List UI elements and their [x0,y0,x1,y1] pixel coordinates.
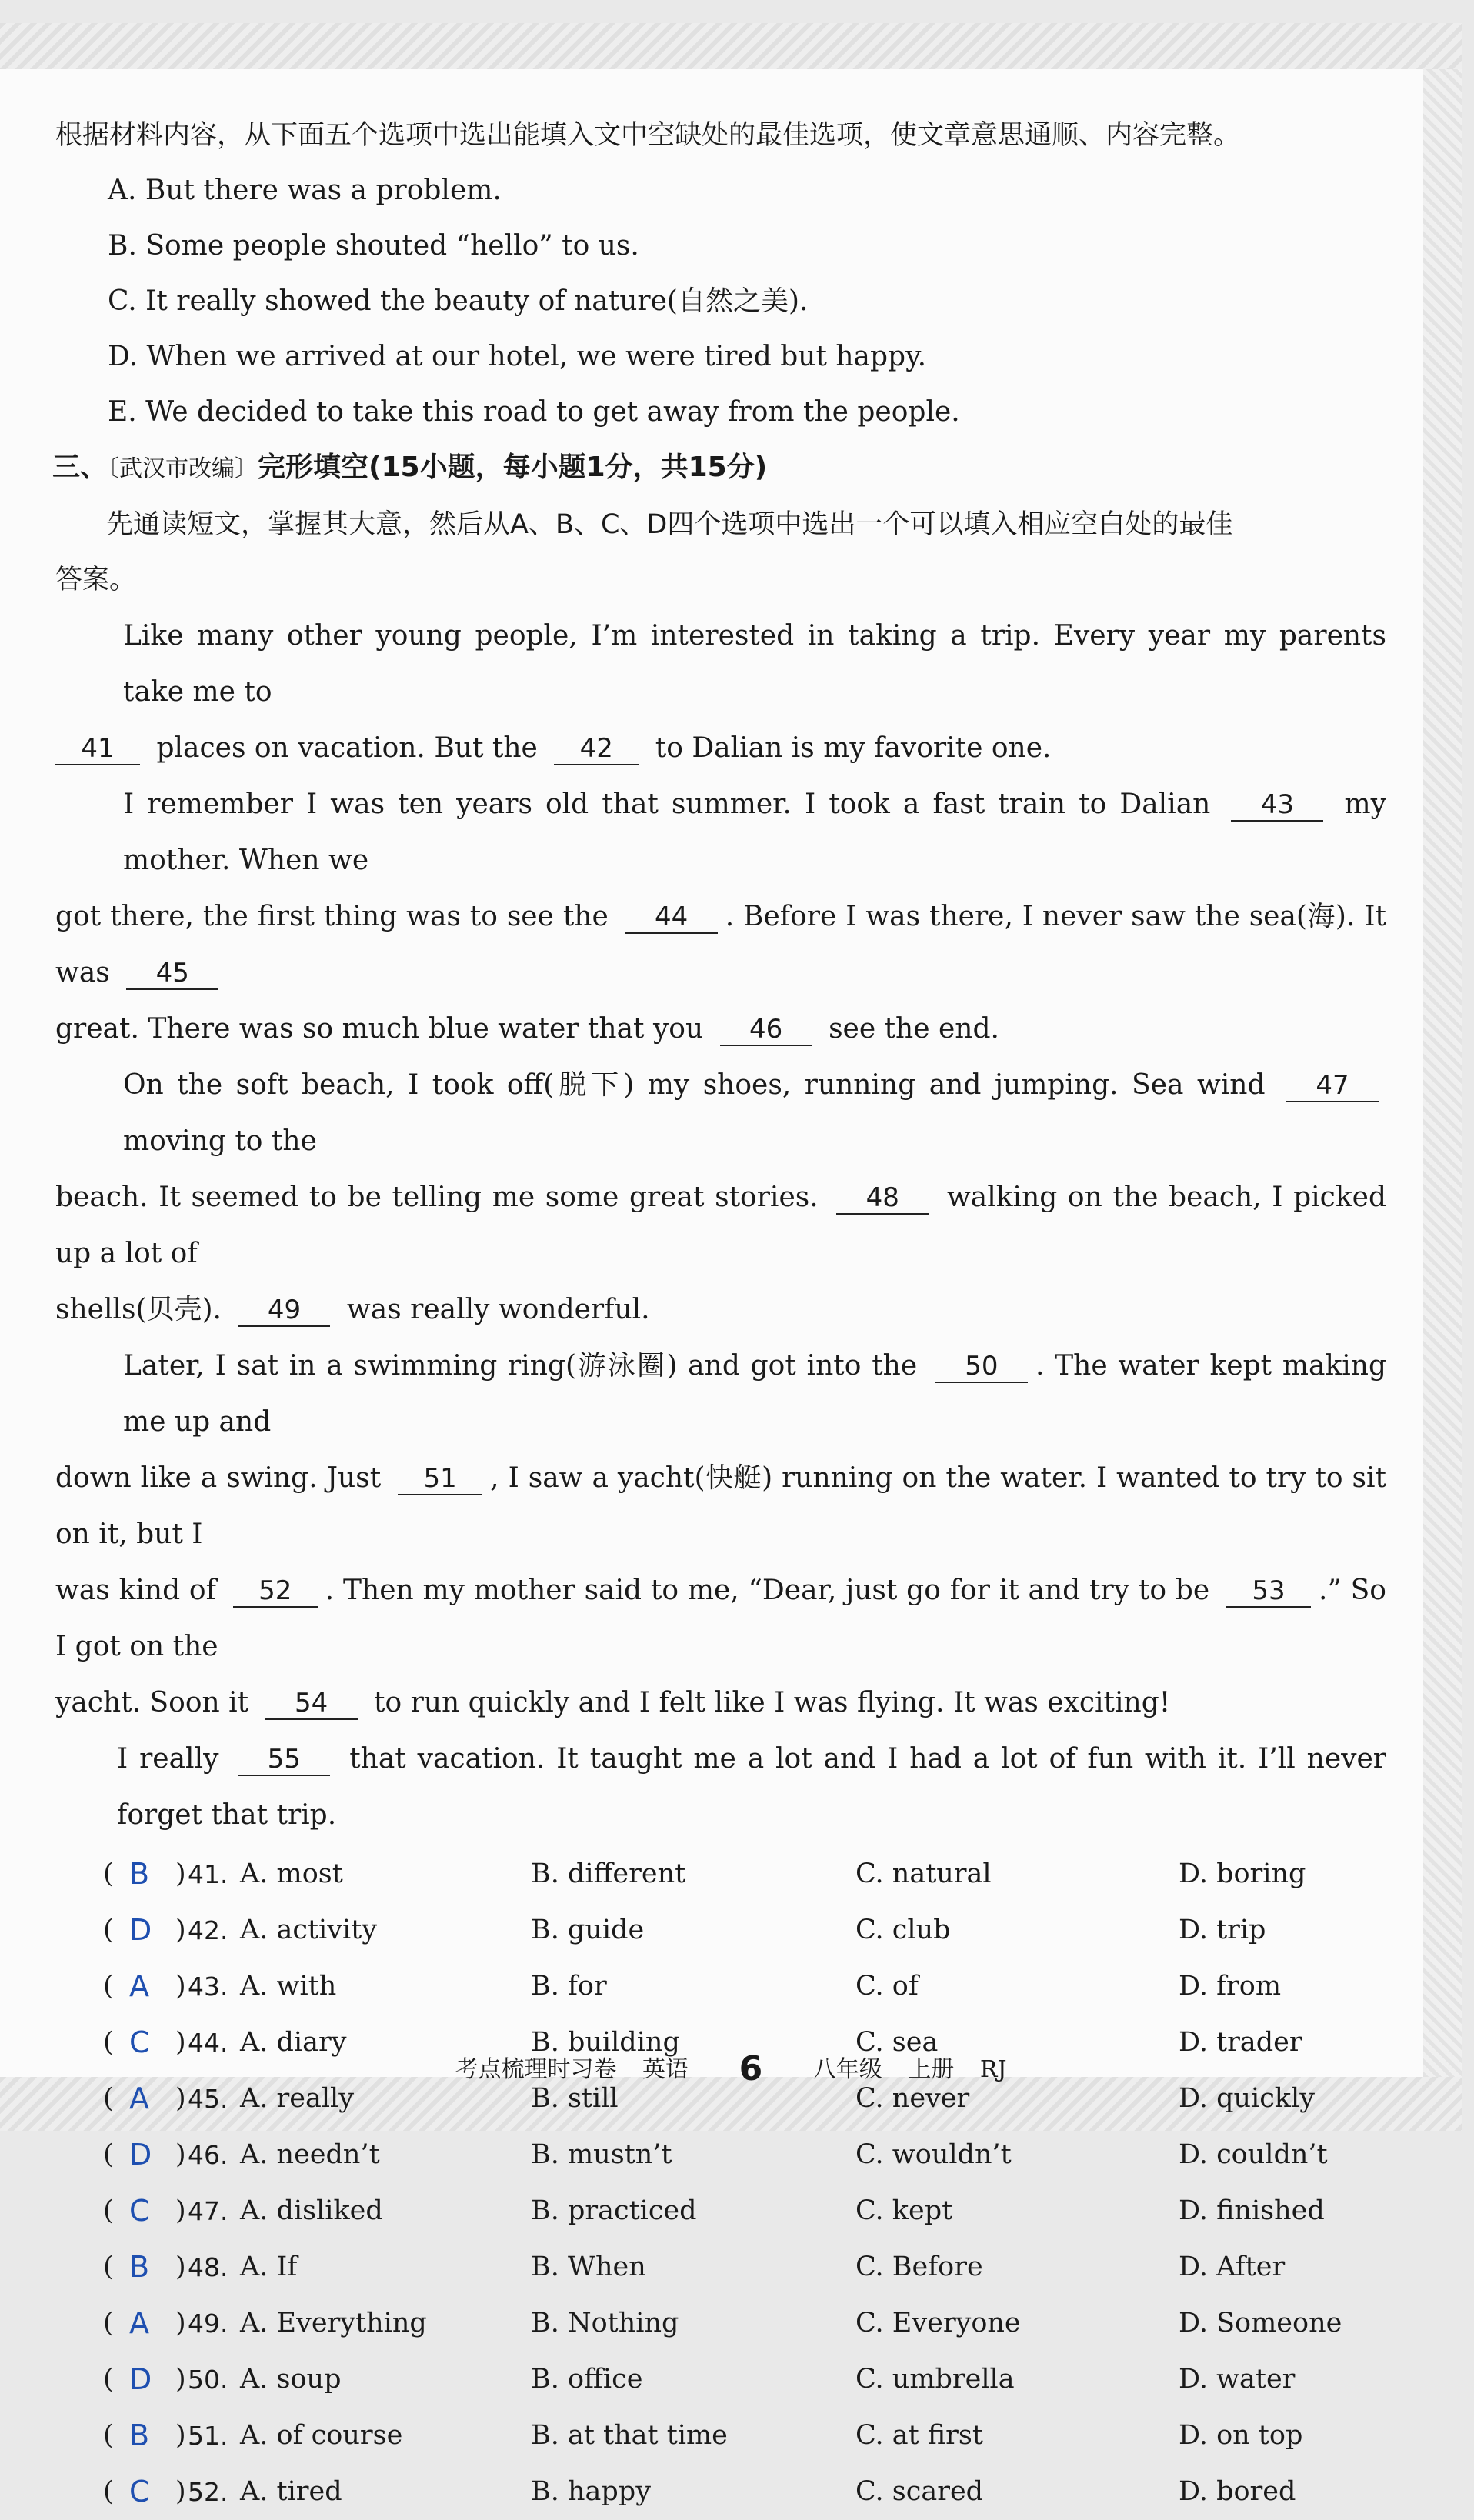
option-d: D. When we arrived at our hotel, we were tired but happy. [108,341,927,372]
choice-b: B. still [531,2083,619,2114]
question-number: 49. [188,2308,228,2338]
question-row [55,1902,1386,1958]
question-row [55,2127,1386,2183]
paren-close: ) [175,1915,186,1945]
question-row [55,1958,1386,2015]
passage-line: Like many other young people, I’m interested in taking a trip. Every year my parents take me to [123,620,1386,708]
choice-c: C. wouldn’t [855,2139,1012,2170]
footer-subject: 英语 [642,2056,689,2083]
blank-48: 48 [836,1182,929,1215]
passage-line: I really 55 that vacation. It taught me a lot and I had a lot of fun with it. I’ll never forget that trip. [117,1743,1387,1831]
paren-open: ( [103,1915,114,1945]
paren-close: ) [175,2252,186,2282]
option-b: B. Some people shouted “hello” to us. [108,230,639,262]
footer-volume: 上册 [908,2056,955,2083]
page-content [52,108,1387,2520]
answer-letter: B [129,2418,150,2452]
question-number: 42. [188,1915,228,1945]
passage-line: got there, the first thing was to see the 44 . Before I was there, I never saw the sea(海). It was 45 [55,901,1386,988]
paren-close: ) [175,2027,186,2058]
choice-c: C. never [855,2083,970,2114]
choice-b: B. for [531,1971,607,2002]
paren-close: ) [175,2195,186,2226]
decorative-border-right [1423,69,1462,2077]
paren-open: ( [103,2083,114,2114]
blank-47: 47 [1286,1070,1379,1102]
choice-c: C. sea [855,2027,939,2058]
paren-open: ( [103,2476,114,2507]
blank-49: 49 [238,1295,330,1327]
choice-a: A. If [240,2252,298,2282]
page-footer [0,2046,1462,2093]
choice-d: D. quickly [1179,2083,1315,2114]
blank-45: 45 [126,958,218,990]
section-title: 完形填空(15小题，每小题1分，共15分) [258,452,768,483]
passage-line: down like a swing. Just 51 , I saw a yacht(快艇) running on the water. I wanted to try to sit on it, but I [55,1462,1387,1550]
cloze-instruction-2: 答案。 [55,565,137,595]
answer-letter: B [129,1857,150,1891]
choice-a: A. soup [240,2364,342,2395]
paren-open: ( [103,1971,114,2002]
passage-line: shells(贝壳). 49 was really wonderful. [55,1294,650,1325]
answer-letter: A [129,1969,149,2003]
blank-41: 41 [55,733,140,765]
question-number: 41. [188,1859,228,1889]
blank-42: 42 [554,733,639,765]
question-number: 46. [188,2140,228,2170]
choice-d: D. boring [1179,1858,1306,1889]
paren-close: ) [175,2364,186,2395]
choice-a: A. disliked [240,2195,383,2226]
answer-letter: B [129,2250,150,2284]
choice-b: B. at that time [531,2420,728,2451]
cloze-passage [55,608,1386,1843]
footer-grade: 八年级 [812,2056,882,2083]
choice-a: A. with [240,1971,337,2002]
section-heading [52,440,1386,497]
blank-51: 51 [398,1463,482,1495]
choice-a: A. needn’t [240,2139,380,2170]
paren-close: ) [175,1858,186,1889]
question-number: 47. [188,2196,228,2226]
choice-a: A. activity [240,1915,378,1945]
blank-43: 43 [1231,789,1323,822]
paren-open: ( [103,2027,114,2058]
answer-letter: C [129,2475,150,2508]
choice-c: C. club [855,1915,951,1945]
choice-c: C. at first [855,2420,983,2451]
choice-b: B. practiced [531,2195,697,2226]
question-row [55,1846,1386,1902]
passage-line: On the soft beach, I took off(脱下) my shoes, running and jumping. Sea wind 47 moving to the [55,1057,1386,1169]
footer-edition: RJ [979,2056,1007,2083]
passage-line: beach. It seemed to be telling me some great stories. 48 walking on the beach, I picked up a lot of [55,1182,1386,1269]
choice-d: D. trader [1179,2027,1302,2058]
passage-line: I remember I was ten years old that summer. I took a fast train to Dalian 43 my mother. When we [123,788,1386,876]
option-c: C. It really showed the beauty of nature(自然之美). [108,285,809,317]
question-list [55,1846,1386,2520]
question-number: 52. [188,2477,228,2507]
passage-line: 41 places on vacation. But the 42 to Dalian is my favorite one. [55,720,1386,776]
blank-46: 46 [720,1014,812,1046]
passage-line: Later, I sat in a swimming ring(游泳圈) and got into the 50 . The water kept making me up and [123,1350,1387,1438]
paren-open: ( [103,2420,114,2451]
section-source: 〔武汉市改编〕 [108,455,258,482]
choice-c: C. kept [855,2195,953,2226]
question-number: 51. [188,2421,228,2451]
blank-52: 52 [233,1575,318,1608]
paren-close: ) [175,2139,186,2170]
passage-line: yacht. Soon it 54 to run quickly and I felt like I was flying. It was exciting! [55,1687,1171,1718]
choice-d: D. trip [1179,1915,1266,1945]
choice-b: B. office [531,2364,643,2395]
choice-a: A. Everything [240,2308,427,2338]
paren-close: ) [175,1971,186,2002]
page-number: 6 [739,2049,763,2088]
paren-open: ( [103,2195,114,2226]
choice-b: B. different [531,1858,686,1889]
section-prefix: 三、 [52,452,108,483]
choice-b: B. building [531,2027,680,2058]
question-row [55,2408,1386,2464]
question-number: 43. [188,1972,228,2002]
choice-d: D. finished [1179,2195,1325,2226]
choice-d: D. bored [1179,2476,1296,2507]
choice-d: D. on top [1179,2420,1303,2451]
choice-c: C. natural [855,1858,992,1889]
blank-54: 54 [265,1688,358,1720]
choice-d: D. After [1179,2252,1286,2282]
paren-open: ( [103,1858,114,1889]
choice-c: C. Everyone [855,2308,1021,2338]
paren-close: ) [175,2083,186,2114]
question-row [55,2183,1386,2239]
paren-open: ( [103,2139,114,2170]
choice-a: A. diary [240,2027,347,2058]
question-number: 50. [188,2365,228,2395]
passage-line: was kind of 52 . Then my mother said to me, “Dear, just go for it and try to be 53 .” So I got on the [55,1575,1386,1662]
choice-b: B. mustn’t [531,2139,672,2170]
option-e: E. We decided to take this road to get away from the people. [108,396,960,428]
passage-line: great. There was so much blue water that you 46 see the end. [55,1013,999,1045]
question-row [55,2239,1386,2295]
choice-b: B. happy [531,2476,651,2507]
choice-a: A. tired [240,2476,342,2507]
choice-d: D. Someone [1179,2308,1342,2338]
paren-close: ) [175,2420,186,2451]
answer-letter: C [129,2025,150,2059]
choice-b: B. Nothing [531,2308,679,2338]
option-a: A. But there was a problem. [108,175,502,206]
question-row [55,2295,1386,2352]
footer-book: 考点梳理时习卷 [455,2056,617,2083]
reading-instruction: 根据材料内容，从下面五个选项中选出能填入文中空缺处的最佳选项，使文章意思通顺、内容完整。 [55,120,1241,151]
answer-letter: D [129,1913,152,1947]
answer-letter: C [129,2194,150,2228]
choice-a: A. of course [240,2420,403,2451]
blank-53: 53 [1226,1575,1311,1608]
choice-b: B. When [531,2252,646,2282]
blank-44: 44 [625,902,718,934]
paren-close: ) [175,2476,186,2507]
answer-letter: D [129,2138,152,2172]
paren-open: ( [103,2308,114,2338]
choice-a: A. most [240,1858,343,1889]
choice-c: C. of [855,1971,919,2002]
choice-c: C. umbrella [855,2364,1015,2395]
choice-a: A. really [240,2083,354,2114]
question-row [55,2352,1386,2408]
paren-close: ) [175,2308,186,2338]
choice-b: B. guide [531,1915,645,1945]
answer-letter: D [129,2362,152,2396]
cloze-instruction-1: 先通读短文，掌握其大意，然后从A、B、C、D四个选项中选出一个可以填入相应空白处的最佳 [106,509,1233,540]
choice-c: C. scared [855,2476,984,2507]
question-number: 45. [188,2084,228,2114]
choice-d: D. from [1179,1971,1282,2002]
blank-55: 55 [238,1744,330,1776]
answer-letter: A [129,2082,149,2115]
blank-50: 50 [935,1351,1028,1383]
paren-open: ( [103,2252,114,2282]
decorative-border-top [0,23,1462,69]
question-number: 44. [188,2028,228,2058]
answer-letter: A [129,2306,149,2340]
choice-d: D. couldn’t [1179,2139,1328,2170]
question-number: 48. [188,2252,228,2282]
choice-d: D. water [1179,2364,1296,2395]
choice-c: C. Before [855,2252,983,2282]
question-row [55,2464,1386,2520]
paren-open: ( [103,2364,114,2395]
